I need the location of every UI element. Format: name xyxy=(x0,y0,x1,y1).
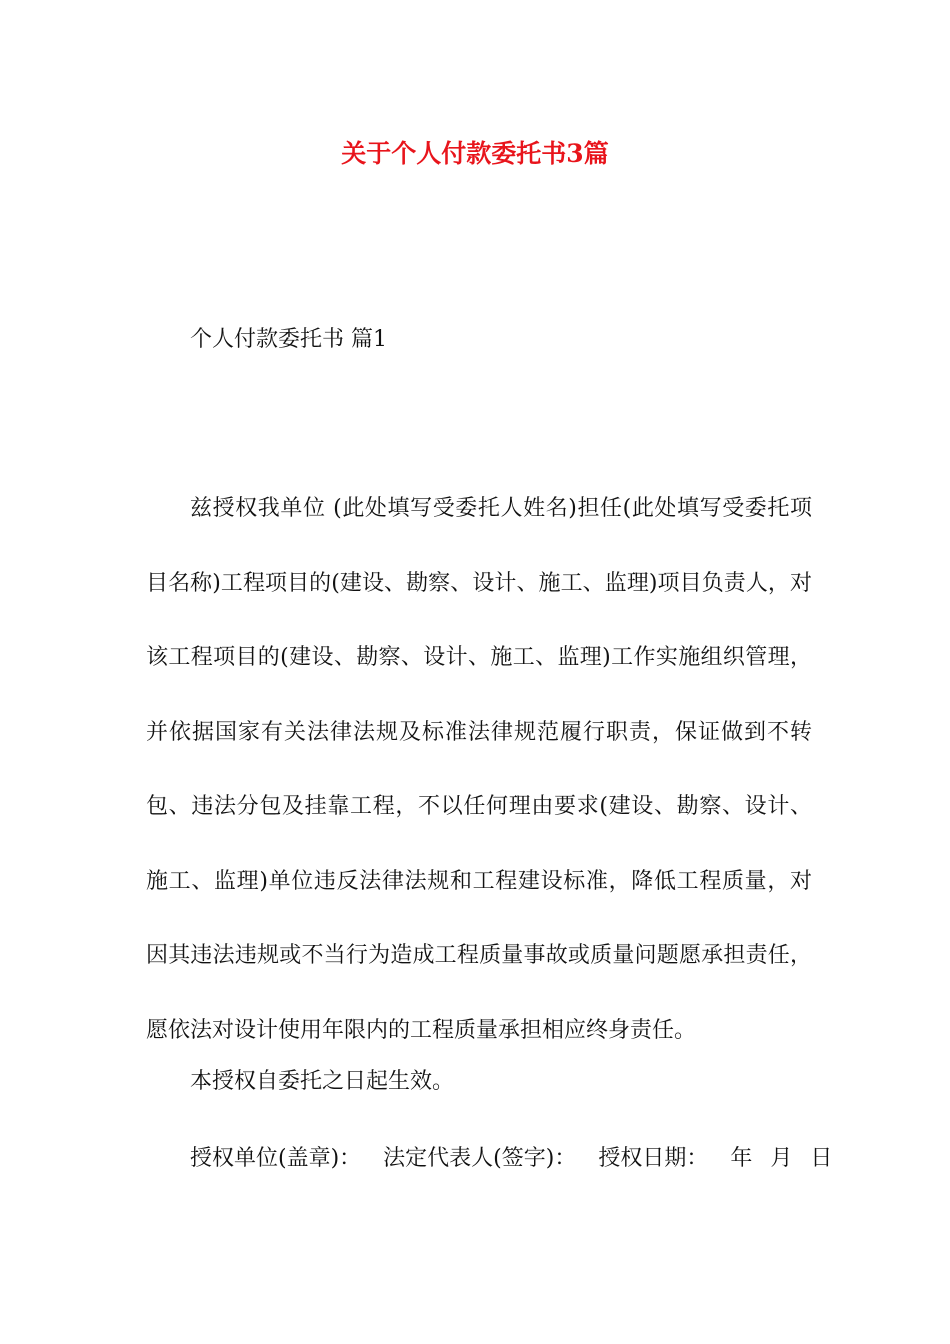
authorizing-unit-label: 授权单位(盖章)： xyxy=(190,1146,362,1171)
effective-statement: 本授权自委托之日起生效。 xyxy=(190,1069,455,1094)
date-month: 月 xyxy=(770,1146,793,1171)
authorization-date-label: 授权日期： xyxy=(598,1146,709,1171)
document-title: 关于个人付款委托书3篇 xyxy=(341,139,609,168)
date-year: 年 xyxy=(730,1146,753,1171)
authorization-paragraph: 兹授权我单位 (此处填写受委托人姓名)担任(此处填写受委托项目名称)工程项目的(建设、勘察、设计、施工、监理)项目负责人，对该工程项目的(建设、勘察、设计、施工、监理)工作实施组织管理，并依据国家有关法律法规及标准法律规范履行职责，保证做到不转包、违法分包及挂靠工程，不以任何理由要求(建设、勘察、设计、施工、监理)单位违反法律法规和工程建设标准，降低工程质量，对因其违法违规或不当行为造成工程质量事故或质量问题愿承担责任，愿依法对设计使用年限内的工程质量承担相应终身责任。 xyxy=(146,496,812,1043)
signature-line xyxy=(190,1141,832,1177)
date-day: 日 xyxy=(810,1146,833,1171)
section-heading: 个人付款委托书 篇1 xyxy=(190,327,387,352)
legal-representative-label: 法定代表人(签字)： xyxy=(383,1146,577,1171)
